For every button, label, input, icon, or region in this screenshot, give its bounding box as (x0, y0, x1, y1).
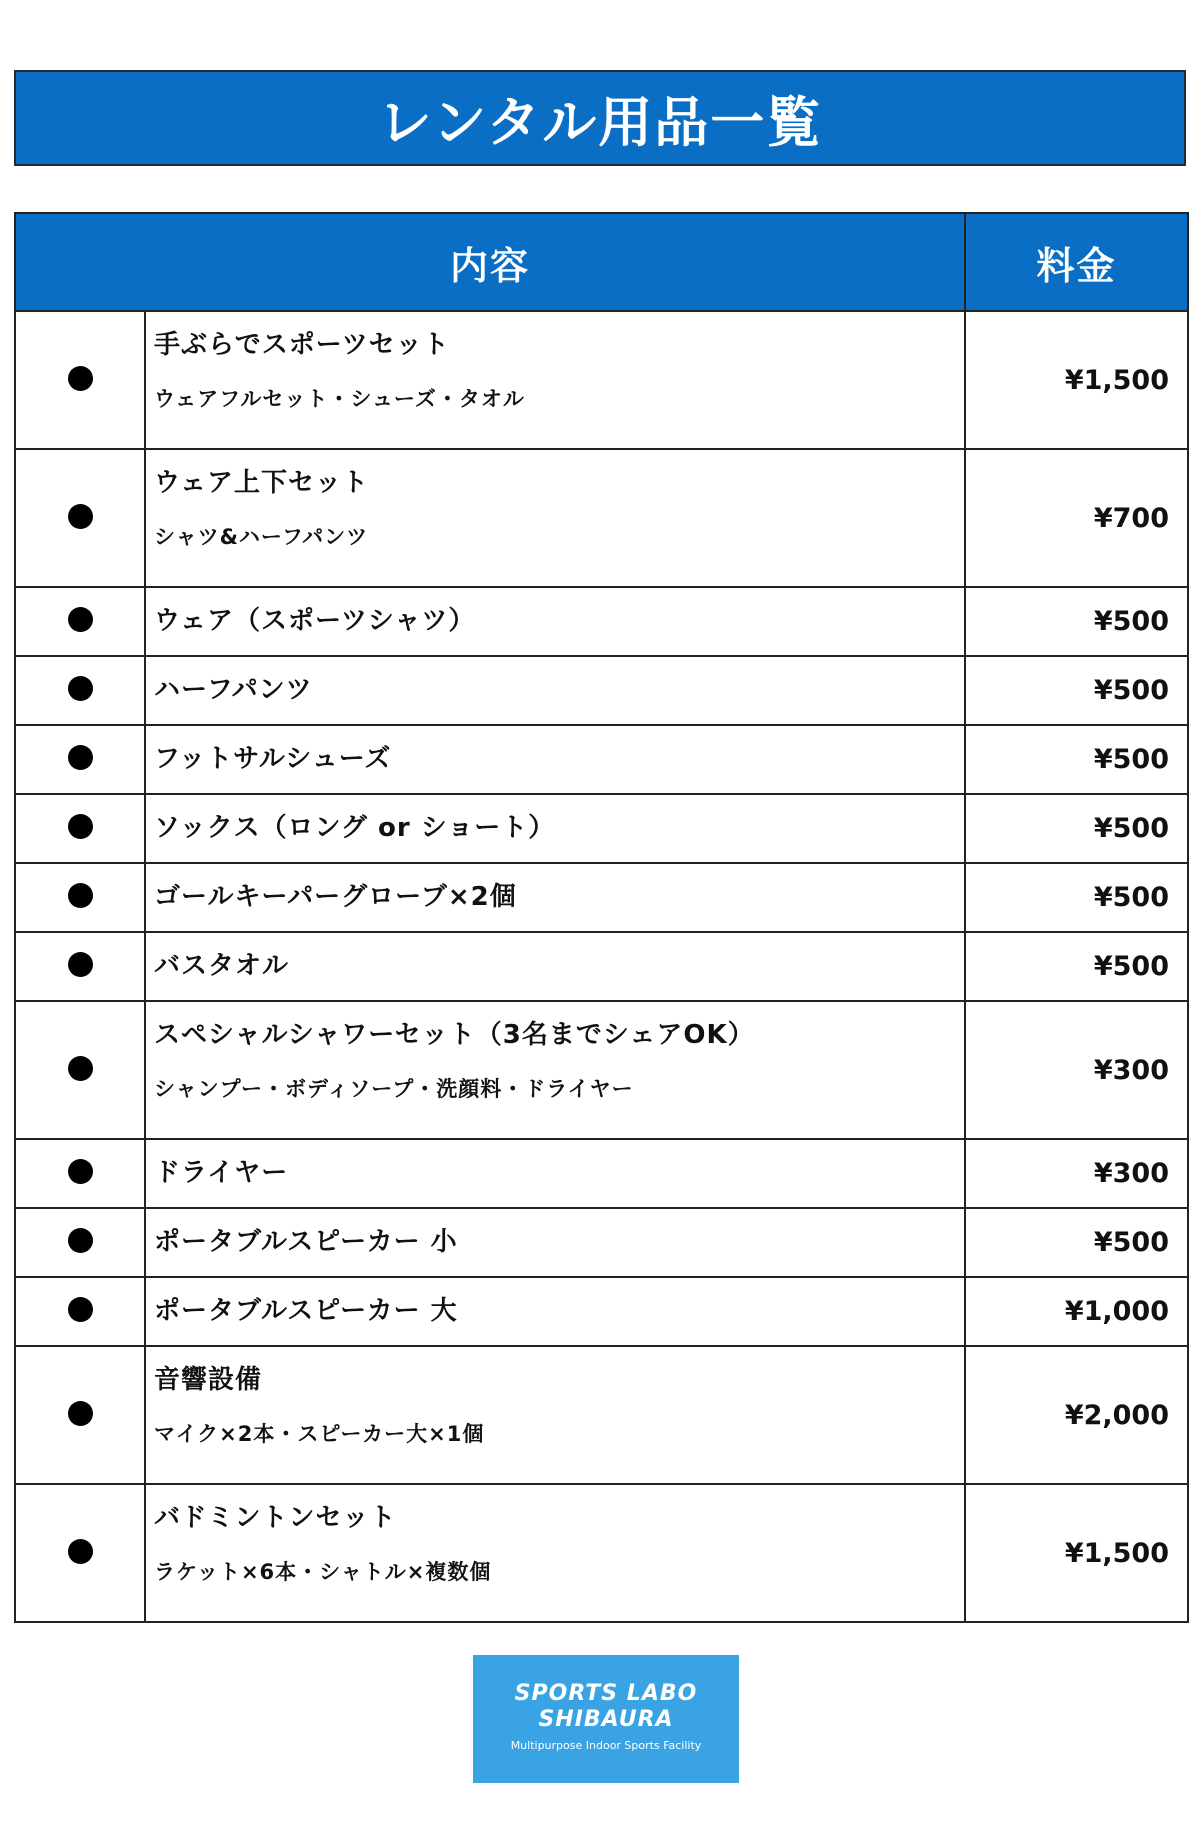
bullet-icon (68, 1056, 93, 1081)
logo-line1: SPORTS LABO (514, 1681, 698, 1706)
item-cell (145, 656, 965, 725)
item-name: ウェア（スポーツシャツ） (154, 605, 476, 636)
item-name: バスタオル (154, 950, 290, 981)
bullet-icon (68, 504, 93, 529)
item-price: ¥500 (965, 1208, 1188, 1277)
table-row (15, 449, 1188, 587)
item-cell (145, 449, 965, 587)
item-price: ¥1,500 (965, 311, 1188, 449)
table-row (15, 1208, 1188, 1277)
rental-table (14, 212, 1189, 1623)
table-row (15, 1001, 1188, 1139)
item-price: ¥500 (965, 932, 1188, 1001)
item-cell (145, 932, 965, 1001)
bullet-cell (15, 794, 145, 863)
item-name: ポータブルスピーカー 大 (154, 1295, 458, 1326)
table-header-row (15, 213, 1188, 311)
item-cell (145, 725, 965, 794)
item-price: ¥1,000 (965, 1277, 1188, 1346)
bullet-cell (15, 449, 145, 587)
bullet-icon (68, 1539, 93, 1564)
item-price: ¥500 (965, 587, 1188, 656)
item-price: ¥2,000 (965, 1346, 1188, 1484)
bullet-cell (15, 1208, 145, 1277)
item-name: フットサルシューズ (154, 743, 392, 774)
table-row (15, 1346, 1188, 1484)
bullet-cell (15, 725, 145, 794)
bullet-icon (68, 1159, 93, 1184)
item-name: バドミントンセット (154, 1503, 397, 1533)
table-row (15, 725, 1188, 794)
table-row (15, 311, 1188, 449)
table-row (15, 1484, 1188, 1622)
item-cell (145, 1346, 965, 1484)
item-price: ¥300 (965, 1001, 1188, 1139)
bullet-icon (68, 952, 93, 977)
item-cell (145, 1277, 965, 1346)
item-price: ¥700 (965, 449, 1188, 587)
bullet-icon (68, 1297, 93, 1322)
bullet-icon (68, 366, 93, 391)
table-row (15, 932, 1188, 1001)
bullet-cell (15, 1139, 145, 1208)
item-price: ¥300 (965, 1139, 1188, 1208)
item-cell (145, 1484, 965, 1622)
item-name: 手ぶらでスポーツセット (154, 330, 450, 360)
item-detail: シャンプー・ボディソープ・洗顔料・ドライヤー (154, 1077, 634, 1102)
price-column-header: 料金 (965, 213, 1188, 311)
table-row (15, 794, 1188, 863)
table-row (15, 1139, 1188, 1208)
item-name: 音響設備 (154, 1365, 263, 1395)
item-cell (145, 863, 965, 932)
item-price: ¥1,500 (965, 1484, 1188, 1622)
item-cell (145, 1208, 965, 1277)
bullet-icon (68, 607, 93, 632)
logo-tagline: Multipurpose Indoor Sports Facility (510, 1739, 702, 1752)
bullet-icon (68, 1228, 93, 1253)
item-detail: ウェアフルセット・シューズ・タオル (154, 387, 525, 412)
bullet-cell (15, 587, 145, 656)
content-column-header: 内容 (15, 213, 965, 311)
item-detail: ラケット×6本・シャトル×複数個 (154, 1560, 492, 1585)
title-banner (14, 70, 1186, 166)
page-title: レンタル用品一覧 (377, 90, 823, 154)
bullet-icon (68, 745, 93, 770)
item-price: ¥500 (965, 794, 1188, 863)
bullet-icon (68, 1401, 93, 1426)
logo-line2: SHIBAURA (538, 1707, 674, 1732)
sports-labo-logo (473, 1655, 739, 1783)
bullet-cell (15, 932, 145, 1001)
bullet-icon (68, 676, 93, 701)
bullet-cell (15, 863, 145, 932)
item-price: ¥500 (965, 863, 1188, 932)
item-cell (145, 311, 965, 449)
bullet-icon (68, 883, 93, 908)
item-cell (145, 1139, 965, 1208)
item-price: ¥500 (965, 725, 1188, 794)
item-cell (145, 587, 965, 656)
bullet-cell (15, 311, 145, 449)
bullet-cell (15, 1277, 145, 1346)
bullet-cell (15, 1001, 145, 1139)
item-name: ポータブルスピーカー 小 (154, 1226, 458, 1257)
item-detail: シャツ&ハーフパンツ (154, 525, 369, 550)
item-name: ウェア上下セット (154, 468, 369, 498)
item-name: ゴールキーパーグローブ×2個 (154, 881, 517, 912)
item-name: ドライヤー (154, 1157, 289, 1188)
rental-rows (15, 311, 1188, 1622)
item-price: ¥500 (965, 656, 1188, 725)
item-name: ハーフパンツ (154, 674, 313, 705)
bullet-cell (15, 656, 145, 725)
table-row (15, 863, 1188, 932)
item-detail: マイク×2本・スピーカー大×1個 (154, 1422, 485, 1447)
bullet-icon (68, 814, 93, 839)
item-cell (145, 1001, 965, 1139)
bullet-cell (15, 1484, 145, 1622)
table-row (15, 656, 1188, 725)
table-row (15, 587, 1188, 656)
bullet-cell (15, 1346, 145, 1484)
item-cell (145, 794, 965, 863)
table-row (15, 1277, 1188, 1346)
item-name: スペシャルシャワーセット（3名までシェアOK） (154, 1020, 755, 1050)
item-name: ソックス（ロング or ショート） (154, 812, 556, 843)
